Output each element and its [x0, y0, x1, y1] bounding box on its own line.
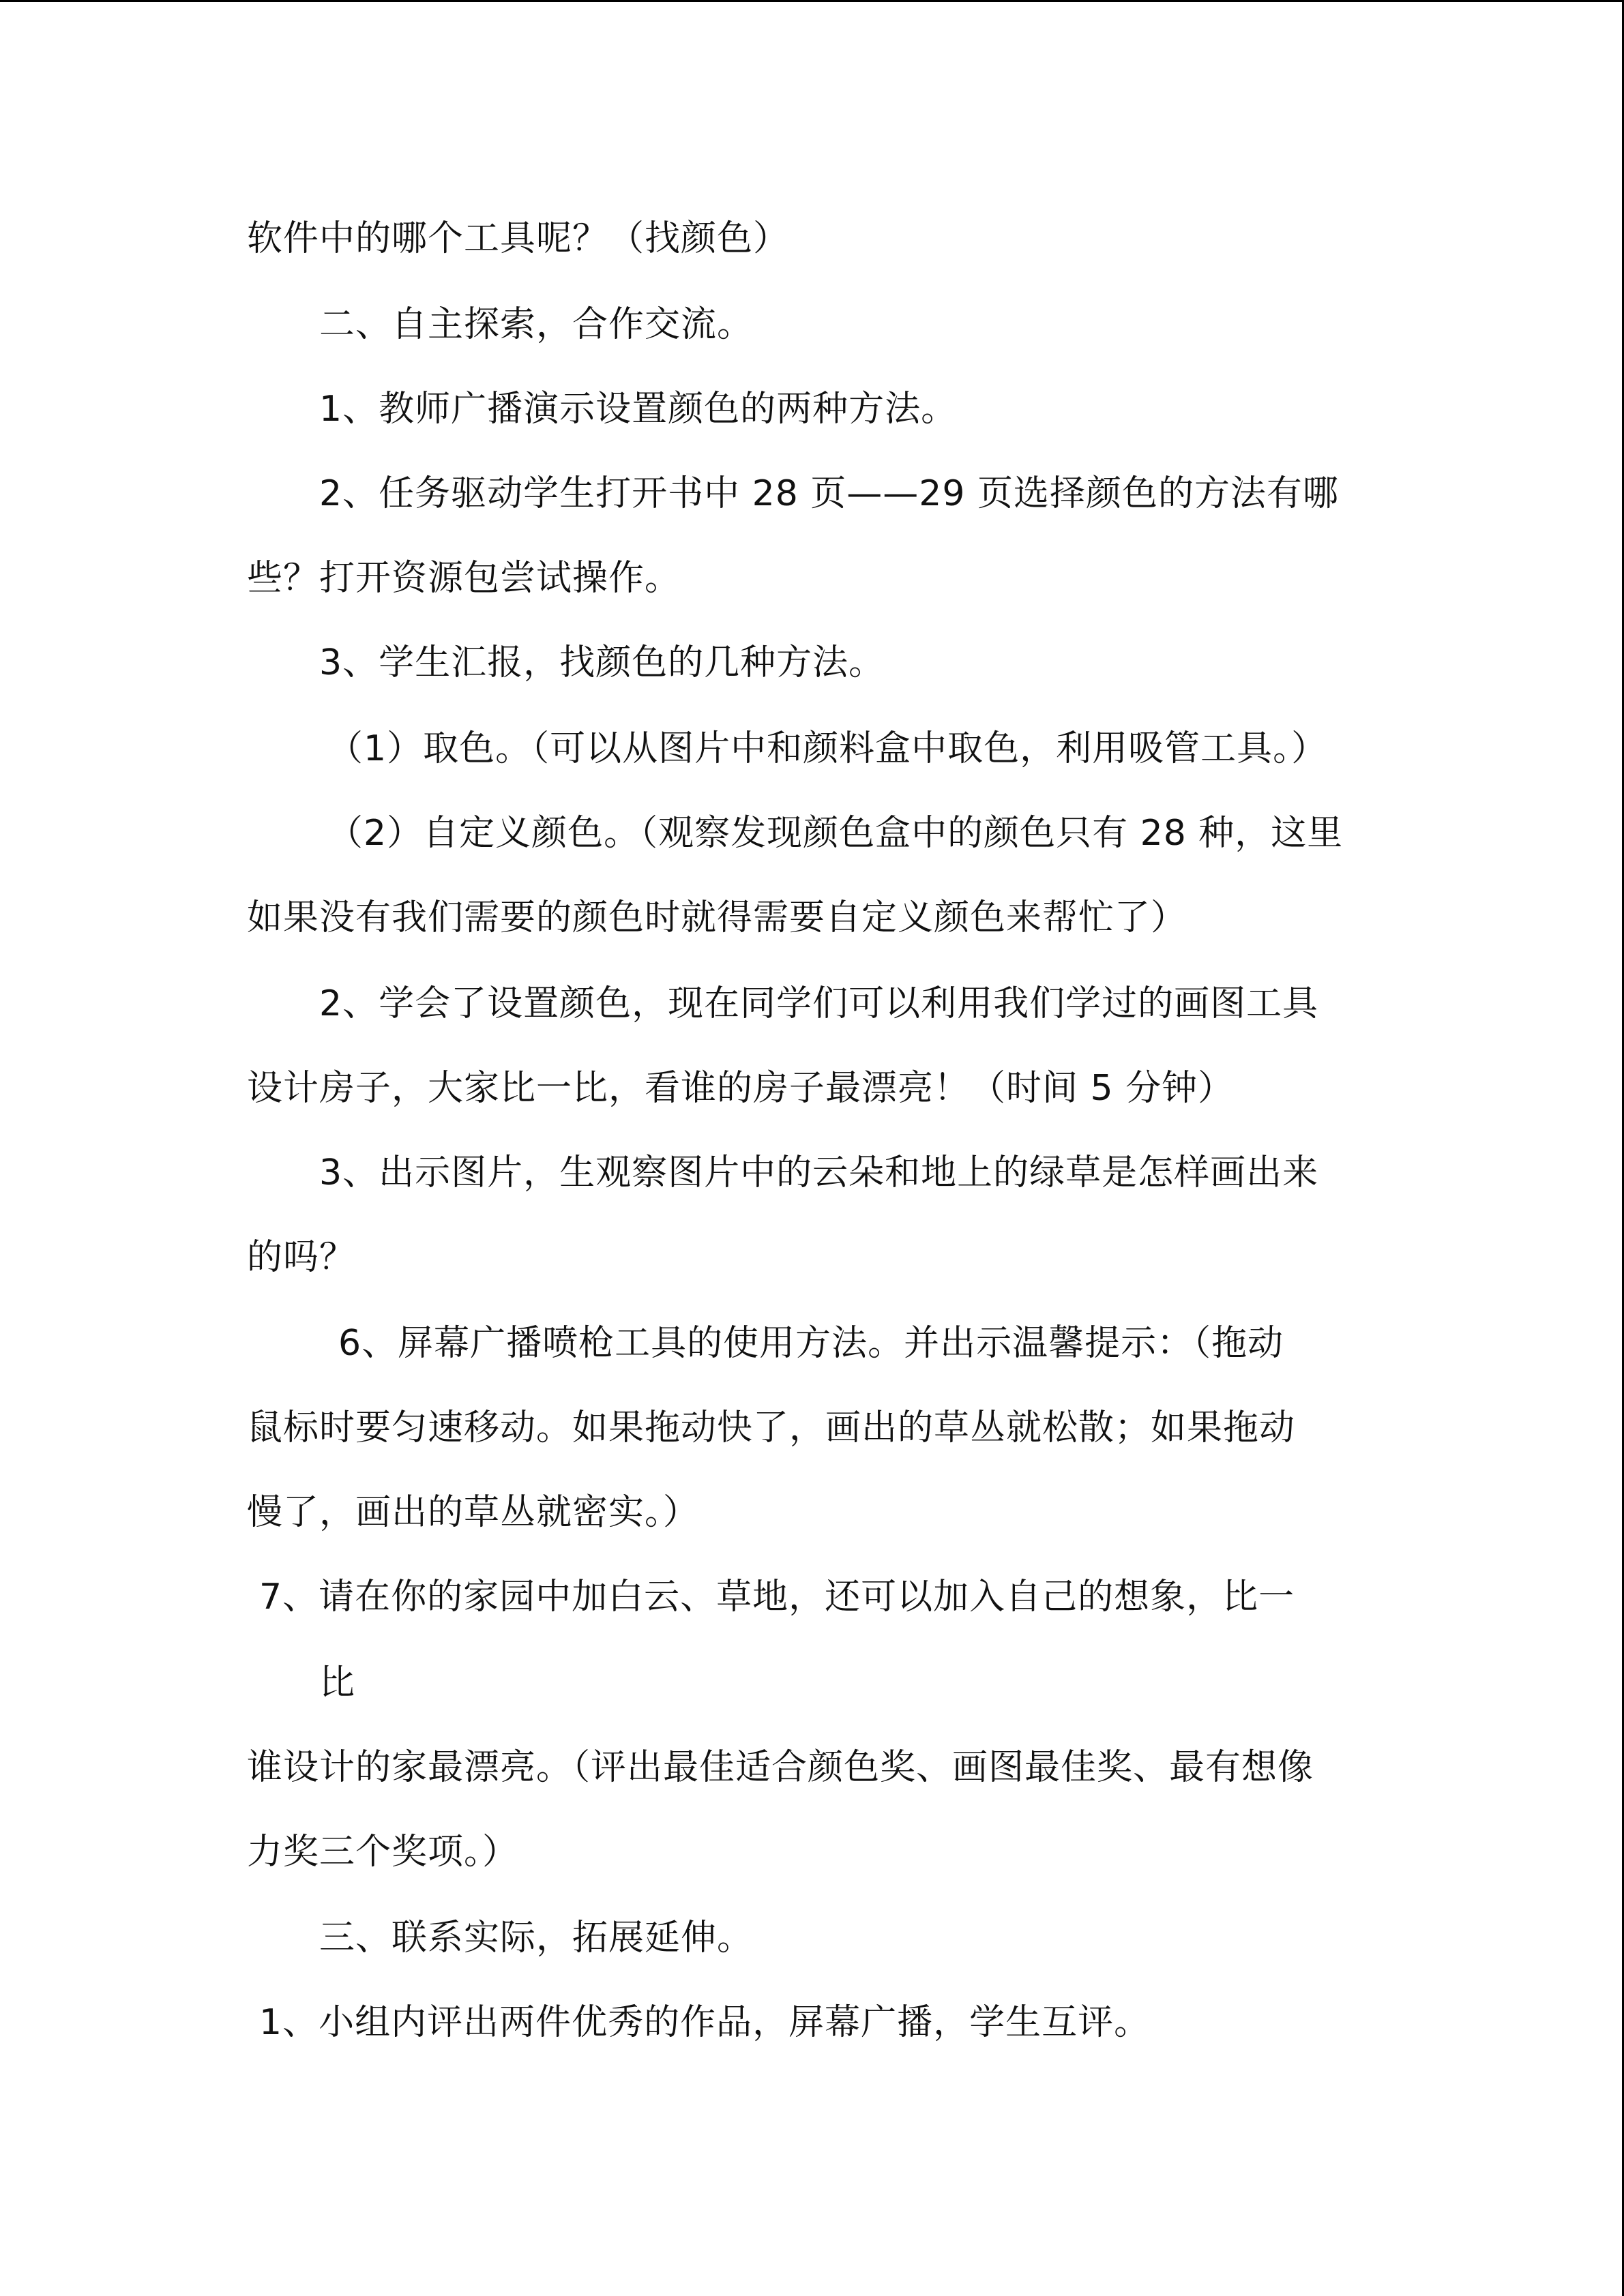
text-line: 谁设计的家最漂亮。（评出最佳适合颜色奖、画图最佳奖、最有想像: [247, 1747, 1314, 1788]
text-line: 力奖三个奖项。）: [247, 1832, 519, 1873]
text-line: 的吗？: [247, 1237, 356, 1278]
text-line: 如果没有我们需要的颜色时就得需要自定义颜色来帮忙了）: [247, 897, 1187, 938]
text-line: 些？打开资源包尝试操作。: [247, 558, 681, 599]
text-line: 6、屏幕广播喷枪工具的使用方法。并出示温馨提示：（拖动: [338, 1323, 1284, 1364]
text-line: 1、教师广播演示设置颜色的两种方法。: [319, 389, 958, 430]
text-line: 比: [319, 1663, 356, 1703]
text-line: 2、任务驱动学生打开书中 28 页——29 页选择颜色的方法有哪: [319, 473, 1340, 514]
section-heading: 二、自主探索，合作交流。: [319, 304, 754, 345]
text-line: 2、学会了设置颜色，现在同学们可以利用我们学过的画图工具: [319, 983, 1319, 1024]
text-line: 1、小组内评出两件优秀的作品，屏幕广播，学生互评。: [259, 2002, 1151, 2043]
text-line: 7、请在你的家园中加白云、草地，还可以加入自己的想象，比一: [259, 1577, 1295, 1617]
text-line: 慢了，画出的草丛就密实。）: [247, 1492, 700, 1533]
text-line: 3、出示图片，生观察图片中的云朵和地上的绿草是怎样画出来: [319, 1152, 1319, 1193]
text-line: 3、学生汇报，找颜色的几种方法。: [319, 642, 885, 683]
text-line: 软件中的哪个工具呢？（找颜色）: [247, 218, 790, 259]
section-heading: 三、联系实际，拓展延伸。: [319, 1918, 754, 1958]
text-line: 鼠标时要匀速移动。如果拖动快了，画出的草丛就松散；如果拖动: [247, 1407, 1296, 1448]
text-line: 设计房子，大家比一比，看谁的房子最漂亮！（时间 5 分钟）: [247, 1068, 1235, 1109]
text-line: （2）自定义颜色。（观察发现颜色盒中的颜色只有 28 种，这里: [327, 813, 1344, 854]
text-line: （1）取色。（可以从图片中和颜料盒中取色，利用吸管工具。）: [327, 728, 1328, 769]
top-border: [0, 0, 1624, 2]
